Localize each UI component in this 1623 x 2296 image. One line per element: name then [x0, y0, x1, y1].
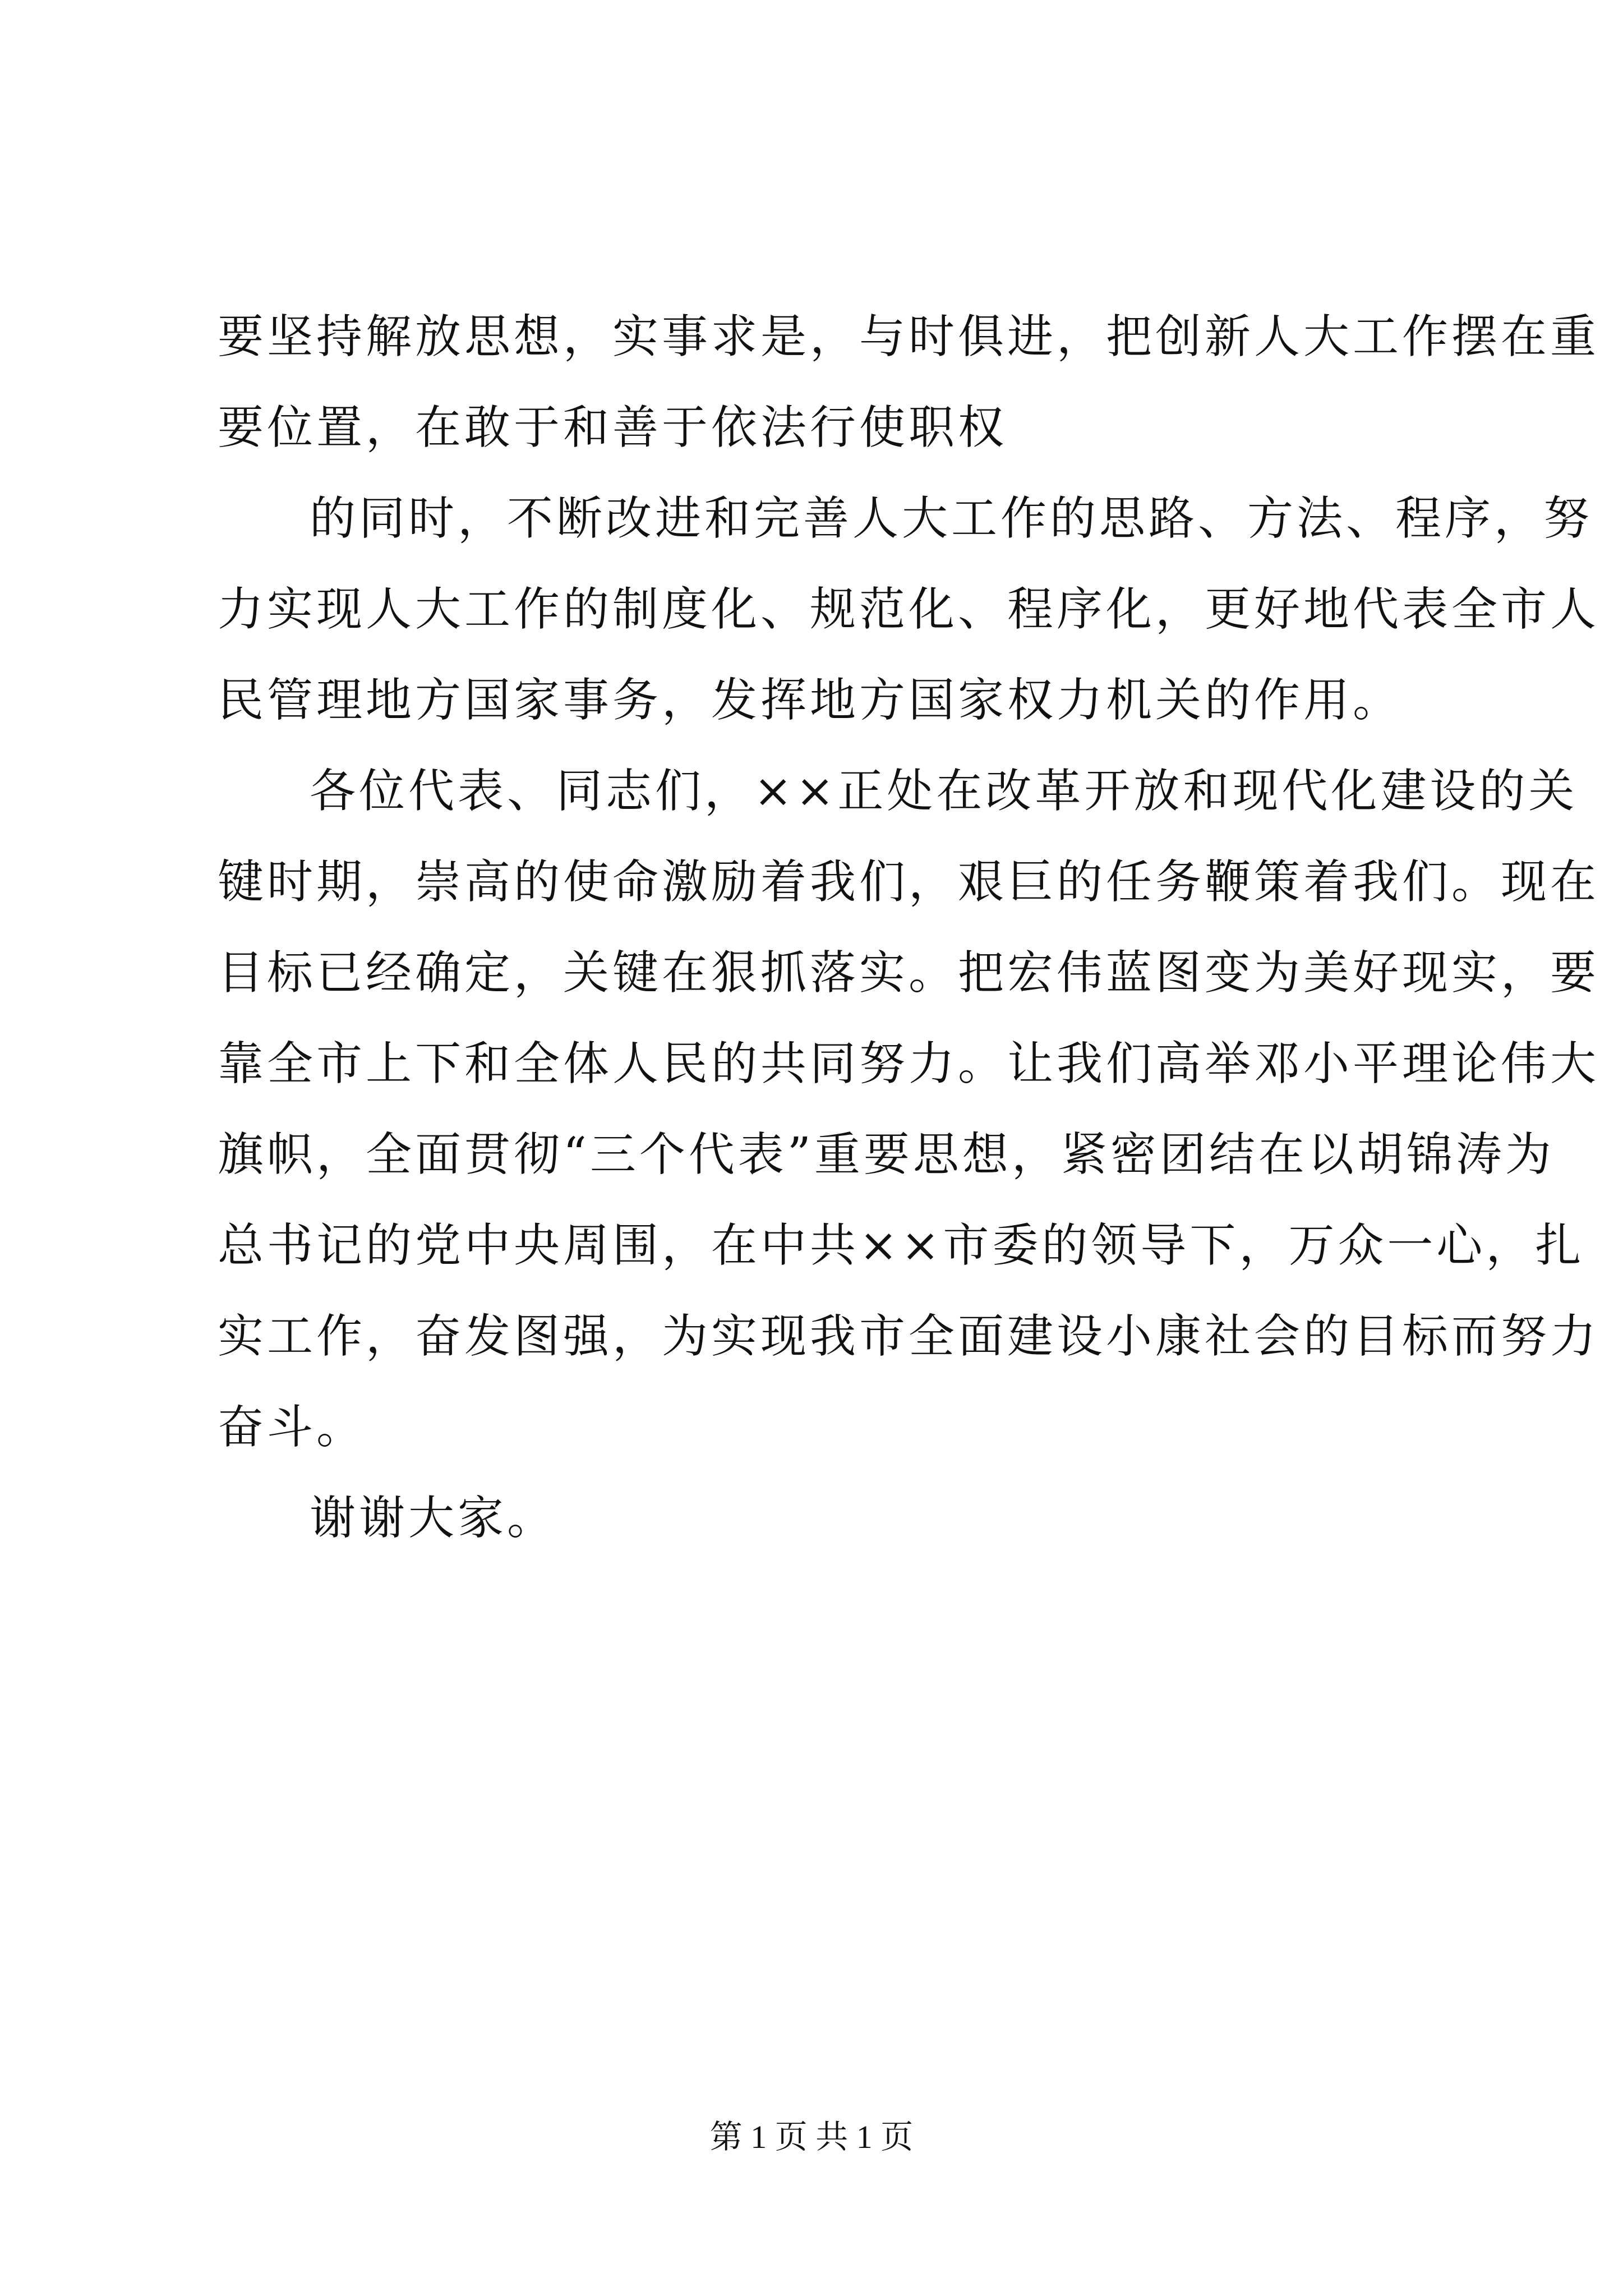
text-line: 总书记的党中央周围，在中共××市委的领导下，万众一心，扎 — [218, 1219, 1585, 1272]
text-line: 目标已经确定，关键在狠抓落实。把宏伟蓝图变为美好现实，要 — [218, 946, 1600, 1000]
text-line: 键时期，崇高的使命激励着我们，艰巨的任务鞭策着我们。现在 — [218, 855, 1600, 909]
text-line: 奋斗。 — [218, 1401, 366, 1454]
page-number-footer: 第 1 页 共 1 页 — [709, 2119, 914, 2155]
paragraph-2 — [218, 473, 1600, 746]
text-line: 谢谢大家。 — [310, 1492, 557, 1545]
text-line: 要位置，在敢于和善于依法行使职权 — [218, 401, 1008, 454]
text-line: 各位代表、同志们，××正处在改革开放和现代化建设的关 — [310, 765, 1578, 818]
text-line: 民管理地方国家事务，发挥地方国家权力机关的作用。 — [218, 674, 1403, 727]
text-line: 力实现人大工作的制度化、规范化、程序化，更好地代表全市人 — [218, 583, 1600, 636]
text-line: 靠全市上下和全体人民的共同努力。让我们高举邓小平理论伟大 — [218, 1037, 1600, 1091]
paragraph-1 — [218, 292, 1600, 473]
document-body — [218, 292, 1600, 1564]
text-line: 实工作，奋发图强，为实现我市全面建设小康社会的目标而努力 — [218, 1310, 1600, 1363]
paragraph-4 — [218, 1473, 1429, 1564]
paragraph-3 — [218, 746, 1600, 1473]
text-line: 的同时，不断改进和完善人大工作的思路、方法、程序，努 — [310, 492, 1593, 545]
text-line: 要坚持解放思想，实事求是，与时俱进，把创新人大工作摆在重 — [218, 310, 1600, 364]
text-line: 旗帜，全面贯彻“三个代表”重要思想，紧密团结在以胡锦涛为 — [218, 1128, 1555, 1181]
